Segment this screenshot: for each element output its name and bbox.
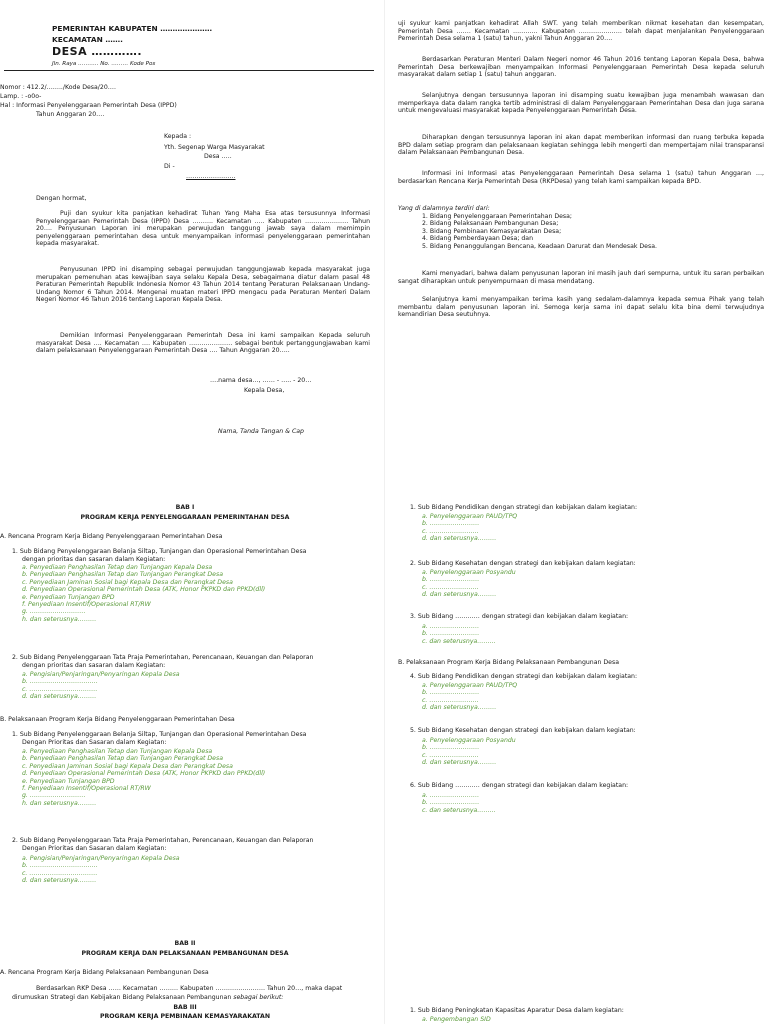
list-item: d. Penyediaan Operasional Pemerintah Desa (ATK, Honor PKPKD dan PPKD(dll): [22, 770, 266, 778]
list-item: h. dan seterusnya………: [22, 799, 97, 807]
bab1-b-sub-2: 2. Sub Bidang Penyelenggaraan Tata Praja Pemerintahan, Perencanaan, Keuangan dan Pelaporan: [12, 837, 314, 844]
letterhead-rule: [4, 70, 374, 71]
list-item: c. ……………………: [422, 527, 479, 535]
intro-paragraph-4: Diharapkan dengan tersusunnya laporan ini akan dapat memberikan informasi dan ruang terbuka kepada BPD dalam setiap program dan pelaksanaan kegiatan sehingga lebih mengerti dan mempertajam nilai transparansi dalam Pelaksanaan Pembangunan Desa.: [398, 134, 764, 157]
list-item: 2. Bidang Pelaksanaan Pembangunan Desa;: [422, 220, 559, 228]
list-item: a. Penyelenggaraan Posyandu: [422, 569, 516, 576]
bidang-list: [422, 213, 657, 250]
pemb-sub-3: 3. Sub Bidang ………… dengan strategi dan kebijakan dalam kegiatan:: [410, 613, 629, 620]
intro-paragraph-2: Berdasarkan Peraturan Menteri Dalam Negeri nomor 46 Tahun 2016 tentang Laporan Kepala Desa, bahwa Pemerintah Desa berkewajiban menyampaikan Informasi Penyelenggaraan Pemerintah Desa kepada seluruh masyarakat dalam setiap 1 (satu) tahun anggaran.: [398, 56, 764, 79]
pemb-sub-4-list: [422, 682, 517, 712]
list-item: b. ……………………: [422, 744, 480, 752]
bab2-title: PROGRAM KERJA DAN PELAKSANAAN PEMBANGUNAN DESA: [81, 950, 289, 957]
list-item: a. Pengisian/Penjaringan/Penyaringan Kepala Desa: [22, 855, 180, 862]
bab1-b-sub-1: 1. Sub Bidang Penyelenggaraan Belanja Siltap, Tunjangan dan Operasional Pemerintahan Desa: [12, 731, 307, 738]
list-item: b. ……………………: [422, 576, 480, 584]
list-item: d. dan seterusnya………: [22, 877, 97, 885]
letter-signature: Nama, Tanda Tangan & Cap: [218, 428, 304, 435]
list-item: a. Pengisian/Penjaringan/Penyaringan Kepala Desa: [22, 671, 180, 678]
bab2-paragraph-2-italic: sebagai berikut:: [233, 994, 284, 1001]
letter-lamp: Lamp. : -o0o-: [0, 93, 42, 100]
list-item: d. dan seterusnya………: [422, 591, 497, 599]
bab2-number: BAB II: [174, 940, 196, 947]
bab1-section-a: A. Rencana Program Kerja Bidang Penyelenggaraan Pemerintahan Desa: [0, 533, 223, 540]
letter-paragraph-2: Penyusunan IPPD ini disamping sebagai perwujudan tanggungjawab kepada masyarakat juga merupakan pemenuhan atas kewajiban saya selaku Kepala Desa, sebagaimana diatur dalam pasal 48 Peraturan Pemerintah Republik Indonesia Nomor 43 Tahun 2014 tentang Peraturan Pelaksanaan Undang-Undang Nomor 6 Tahun 2014. Mengenai muatan materi IPPD mengacu pada Peraturan Menteri Dalam Negeri Nomor 46 Tahun 2016 tentang Laporan Kepala Desa.: [36, 266, 370, 304]
list-item: b. ……………………: [422, 799, 480, 807]
bab1-sub-2: 2. Sub Bidang Penyelenggaraan Tata Praja Pemerintahan, Perencanaan, Keuangan dan Pelaporan: [12, 654, 314, 661]
bab1-sub-2-cont: dengan prioritas dan sasaran dalam Kegiatan:: [22, 662, 166, 669]
pemb-sub-1: 1. Sub Bidang Pendidikan dengan strategi dan kebijakan dalam kegiatan:: [410, 504, 638, 511]
letter-kepala-desa: Kepala Desa,: [244, 387, 285, 394]
pemb-sub-6-list: [422, 792, 496, 814]
letterhead-address: Jln. Raya ……….. No. ……… Kode Pos: [52, 61, 156, 67]
intro-paragraph-1: uji syukur kami panjatkan kehadirat Allah SWT. yang telah memberikan nikmat kesehatan dan kesempatan, Pemerintah Desa ……. Kecamatan ………… Kabupaten ………………… telah dapat menjalankan Penyelenggaraan Pemerintah Desa selama 1 (satu) tahun, yakni Tahun Anggaran 20….: [398, 20, 764, 43]
list-item: a. ……………………: [422, 792, 480, 799]
list-item: 1. Bidang Penyelenggaraan Pemerintahan Desa;: [422, 213, 573, 220]
list-item: a. Penyelenggaraan PAUD/TPQ: [422, 682, 518, 689]
pemb-sub-1-list: [422, 513, 517, 543]
intro-paragraph-7: Selanjutnya kami menyampaikan terima kasih yang sedalam-dalamnya kepada semua Pihak yang telah membantu dalam penyusunan laporan ini. Semoga kerja sama ini dapat selalu kita bina demi terwujudnya kemandirian Desa seutuhnya.: [398, 296, 764, 319]
pemb-sub-2: 2. Sub Bidang Kesehatan dengan strategi dan kebijakan dalam kegiatan:: [410, 560, 636, 567]
bab1-title: PROGRAM KERJA PENYELENGGARAAN PEMERINTAHAN DESA: [80, 514, 290, 521]
letter-di: Di -: [164, 163, 175, 170]
pemb-sub-3-list: [422, 623, 496, 645]
letter-hal: Hal : Informasi Penyelenggaraan Pemerintah Desa (IPPD): [0, 102, 177, 109]
list-item: d. dan seterusnya………: [22, 693, 97, 701]
bab3-number: BAB III: [173, 1004, 197, 1011]
bab3-title: PROGRAM KERJA PEMBINAAN KEMASYARAKATAN: [99, 1013, 271, 1020]
list-item: b. ……………………: [422, 630, 480, 638]
letterhead-gov: PEMERINTAH KABUPATEN …………………: [52, 24, 212, 33]
list-item: c. ……………………: [422, 696, 479, 704]
letter-paragraph-1: Puji dan syukur kita panjatkan kehadirat Tuhan Yang Maha Esa atas tersusunnya Informasi Penyelenggaraan Pemerintah Desa (IPPD) Desa ………. Kecamatan ….. Kabupaten ………………… Tahun 20…. Penyusunan Laporan ini merupakan perwujudan tanggung jawab saya dalam memimpin penyelenggaraan pemerintahan desa untuk menyampaikan informasi penyelenggaraan pemerintahan kepada masyarakat.: [36, 210, 370, 248]
bab1-b-sub-1-list: [22, 748, 265, 807]
bab1-b-sub-1-cont: Dengan Prioritas dan Sasaran dalam Kegiatan:: [22, 739, 167, 746]
list-item: e. Penyediaan Tunjangan BPD: [22, 777, 115, 785]
list-item: b. ……………………………: [22, 862, 98, 870]
list-item: g. ………………………: [22, 792, 86, 800]
letter-yth: Yth. Segenap Warga Masyarakat: [164, 144, 265, 151]
bab2-paragraph: Berdasarkan RKP Desa …… Kecamatan ……… Kabupaten …………………… Tahun 20…, maka dapat: [36, 985, 343, 992]
letter-desa: Desa …..: [204, 153, 232, 160]
list-item: 5. Bidang Penanggulangan Bencana, Keadaan Darurat dan Mendesak Desa.: [422, 242, 657, 250]
kemas-sub-1-item: a. Pengembangan SID: [422, 1016, 491, 1023]
list-item: 4. Bidang Pemberdayaan Desa; dan: [422, 235, 534, 243]
bab1-section-b: B. Pelaksanaan Program Kerja Bidang Penyelenggaraan Pemerintahan Desa: [0, 716, 235, 723]
pemb-sub-4: 4. Sub Bidang Pendidikan dengan strategi dan kebijakan dalam kegiatan:: [410, 673, 638, 680]
list-item: c. ……………………: [422, 751, 479, 759]
pemb-sub-5-list: [422, 737, 516, 767]
letter-paragraph-3: Demikian Informasi Penyelenggaraan Pemerintah Desa ini kami sampaikan Kepada seluruh masyarakat Desa …. Kecamatan …. Kabupaten ………………… sebagai bentuk pertanggungjawaban kami dalam pelaksanaan Penyelenggaraan Pemerintah Desa …. Tahun Anggaran 20…..: [36, 332, 370, 355]
list-item: d. dan seterusnya………: [422, 704, 497, 712]
list-item: a. Penyediaan Penghasilan Tetap dan Tunjangan Kepala Desa: [22, 564, 213, 571]
list-item: b. ……………………: [422, 689, 480, 697]
list-item: b. ……………………………: [22, 678, 98, 686]
letterhead-kecamatan: KECAMATAN …….: [52, 35, 123, 44]
bab1-sub-1-cont: dengan prioritas dan sasaran dalam Kegiatan:: [22, 556, 166, 563]
bidang-list-intro: Yang di dalamnya terdiri dari:: [398, 205, 490, 212]
bab2-section-a: A. Rencana Program Kerja Bidang Pelaksanaan Pembangunan Desa: [0, 969, 209, 976]
list-item: f. Penyediaan Insentif/Operasional RT/RW: [22, 601, 151, 609]
list-item: d. Penyediaan Operasional Pemerintah Desa (ATK, Honor PKPKD dan PPKD(dll): [22, 586, 266, 594]
bab1-sub-1-list: [22, 564, 265, 623]
pemb-sub-5: 5. Sub Bidang Kesehatan dengan strategi dan kebijakan dalam kegiatan:: [410, 727, 636, 734]
list-item: b. Penyediaan Penghasilan Tetap dan Tunjangan Perangkat Desa: [22, 755, 224, 763]
list-item: c. Penyediaan Jaminan Sosial bagi Kepala Desa dan Perangkat Desa: [22, 578, 233, 586]
list-item: c. Penyediaan Jaminan Sosial bagi Kepala Desa dan Perangkat Desa: [22, 762, 233, 770]
letter-salam: Dengan hormat,: [36, 195, 87, 202]
list-item: c. ……………………: [422, 583, 479, 591]
kemas-sub-1: 1. Sub Bidang Peningkatan Kapasitas Aparatur Desa dalam kegiatan:: [410, 1007, 624, 1014]
bab1-b-sub-2-cont: Dengan Prioritas dan Sasaran dalam Kegiatan:: [22, 845, 167, 852]
list-item: b. Penyediaan Penghasilan Tetap dan Tunjangan Perangkat Desa: [22, 571, 224, 579]
letter-hal-2: Tahun Anggaran 20….: [36, 111, 105, 118]
intro-paragraph-3: Selanjutnya dengan tersusunnya laporan ini disamping suatu kewajiban juga menambah wawasan dan memperkaya data dalam rangka tertib administrasi di dalam Penyelenggaraan Pemerintahan Desa dan juga sarana untuk mengevaluasi masyarakat kepada Penyelenggaraan Pemerintah Desa.: [398, 92, 764, 115]
list-item: b. ……………………: [422, 520, 480, 528]
list-item: f. Penyediaan Insentif/Operasional RT/RW: [22, 785, 151, 793]
intro-paragraph-6: Kami menyadari, bahwa dalam penyusunan laporan ini masih jauh dari sempurna, untuk itu saran perbaikan sangat diharapkan untuk penyempurnaan di masa mendatang.: [398, 270, 764, 285]
letter-kepada: Kepada :: [164, 133, 192, 140]
list-item: h. dan seterusnya………: [22, 615, 97, 623]
list-item: d. dan seterusnya………: [422, 759, 497, 767]
list-item: a. Penyelenggaraan Posyandu: [422, 737, 516, 744]
letterhead-desa: DESA ………….: [52, 45, 143, 58]
list-item: e. Penyediaan Tunjangan BPD: [22, 593, 115, 601]
list-item: c. dan seterusnya………: [422, 806, 496, 814]
letter-nomor: Nomor : 412.2/……../Kode Desa/20….: [0, 84, 116, 91]
bab2-paragraph-2: [12, 994, 283, 1002]
bab1-sub-1: 1. Sub Bidang Penyelenggaraan Belanja Siltap, Tunjangan dan Operasional Pemerintahan Desa: [12, 548, 307, 555]
list-item: d. dan seterusnya………: [422, 535, 497, 543]
letter-di-dots: ……………………: [186, 173, 236, 180]
list-item: a. Penyediaan Penghasilan Tetap dan Tunjangan Kepala Desa: [22, 748, 213, 755]
intro-paragraph-5: Informasi ini Informasi atas Penyelenggaraan Pemerintah Desa selama 1 (satu) tahun Anggaran …, berdasarkan Rencana Kerja Pemerintah Desa (RKPDesa) yang telah kami sampaikan kepada BPD.: [398, 170, 764, 185]
list-item: a. ……………………: [422, 623, 480, 630]
list-item: a. Penyelenggaraan PAUD/TPQ: [422, 513, 518, 520]
list-item: c. ……………………………: [22, 869, 98, 877]
list-item: c. dan seterusnya………: [422, 637, 496, 645]
pemb-sub-2-list: [422, 569, 516, 599]
bab1-b-sub-2-list: [22, 855, 180, 885]
bab2-paragraph-2-text: dirumuskan Strategi dan Kebijakan Bidang Pelaksanaan Pembangunan: [12, 994, 232, 1001]
pemb-section-b: B. Pelaksanaan Program Kerja Bidang Pelaksanaan Pembangunan Desa: [398, 659, 619, 666]
list-item: c. ……………………………: [22, 685, 98, 693]
bab1-sub-2-list: [22, 671, 180, 701]
column-divider: [384, 0, 385, 1024]
letter-place-date: ….nama desa…, …… - ….. - 20…: [210, 377, 312, 384]
bab1-number: BAB I: [175, 504, 195, 511]
list-item: 3. Bidang Pembinaan Kemasyarakatan Desa;: [422, 227, 562, 235]
pemb-sub-6: 6. Sub Bidang ………… dengan strategi dan kebijakan dalam kegiatan:: [410, 782, 629, 789]
list-item: g. ………………………: [22, 608, 86, 616]
